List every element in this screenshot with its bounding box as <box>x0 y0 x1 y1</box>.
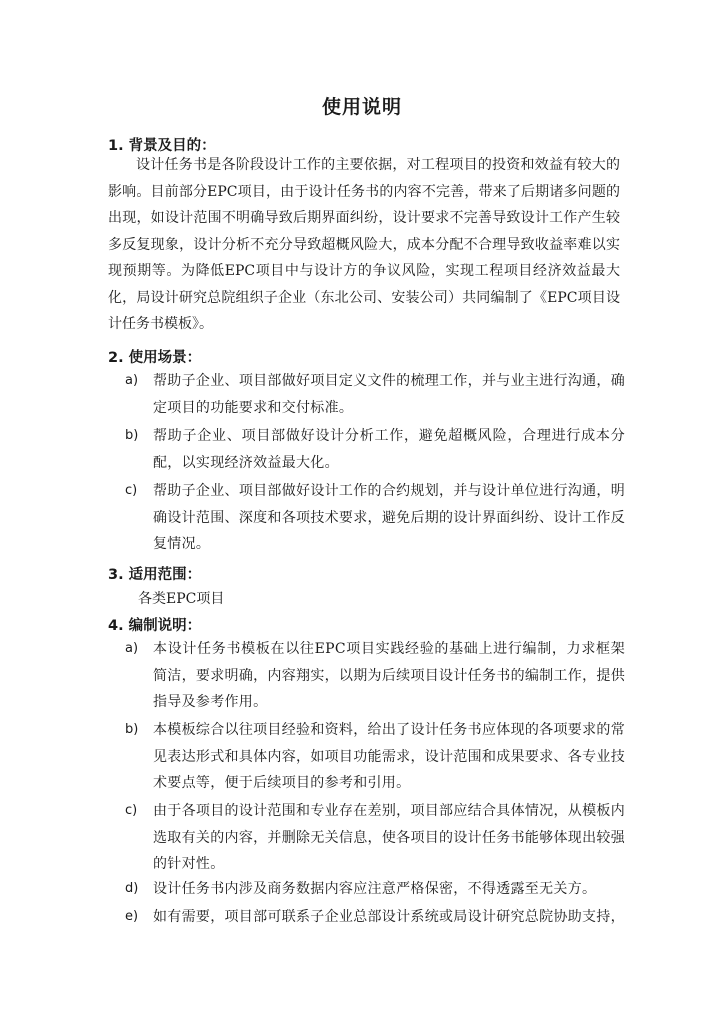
list-item <box>125 876 625 903</box>
list-item-text: 设计任务书内涉及商务数据内容应注意严格保密，不得透露至无关方。 <box>153 881 597 897</box>
list-item-label: d) <box>125 881 139 896</box>
list-item-text: 帮助子企业、项目部做好项目定义文件的梳理工作，并与业主进行沟通，确定项目的功能要求和交付标准。 <box>153 373 625 416</box>
list-item <box>125 717 625 797</box>
list-item-text: 帮助子企业、项目部做好设计工作的合约规划，并与设计单位进行沟通，明确设计范围、深度和各项技术要求，避免后期的设计界面纠纷、设计工作反复情况。 <box>153 483 625 552</box>
list-item <box>125 368 625 421</box>
list-item-text: 由于各项目的设计范围和专业存在差别，项目部应结合具体情况，从模板内选取有关的内容，并删除无关信息，使各项目的设计任务书能够体现出较强的针对性。 <box>153 803 625 872</box>
list-item-text: 本模板综合以往项目经验和资料，给出了设计任务书应体现的各项要求的常见表达形式和具体内容，如项目功能需求，设计范围和成果要求、各专业技术要点等，便于后续项目的参考和引用。 <box>153 722 625 791</box>
list-item-label: c) <box>125 483 138 498</box>
list-item <box>125 478 625 558</box>
document-title: 使用说明 <box>321 96 402 118</box>
section-heading-scope: 3. 适用范围： <box>108 567 202 583</box>
list-item <box>125 636 625 716</box>
list-item <box>125 798 625 878</box>
list-item-label: c) <box>125 803 138 818</box>
list-item-label: e) <box>125 909 139 924</box>
list-item-label: a) <box>125 373 139 388</box>
list-item-text: 如有需要，项目部可联系子企业总部设计系统或局设计研究总院协助支持， <box>153 909 625 925</box>
list-item <box>125 423 625 476</box>
section-paragraph-background: 设计任务书是各阶段设计工作的主要依据，对工程项目的投资和效益有较大的影响。目前部分EPC项目，由于设计任务书的内容不完善，带来了后期诸多问题的出现，如设计范围不明确导致后期界面纠纷，设计要求不完善导致设计工作产生较多反复现象，设计分析不充分导致超概风险大，成本分配不合理导致收益率难以实现预期等。为降低EPC项目中与设计方的争议风险，实现工程项目经济效益最大化，局设计研究总院组织子企业（东北公司、安装公司）共同编制了《EPC项目设计任务书模板》。 <box>108 157 620 332</box>
list-item <box>125 904 625 931</box>
scope-text: 各类EPC项目 <box>138 591 225 607</box>
list-item-text: 本设计任务书模板在以往EPC项目实践经验的基础上进行编制，力求框架简洁，要求明确，内容翔实，以期为后续项目设计任务书的编制工作，提供指导及参考作用。 <box>153 641 625 710</box>
list-item-label: a) <box>125 641 139 656</box>
section-heading-background: 1. 背景及目的： <box>108 138 216 154</box>
list-item-label: b) <box>125 722 139 737</box>
section-heading-usage: 2. 使用场景： <box>108 350 202 366</box>
list-item-text: 帮助子企业、项目部做好设计分析工作，避免超概风险，合理进行成本分配，以实现经济效益最大化。 <box>153 428 625 471</box>
section-heading-notes: 4. 编制说明： <box>108 618 202 634</box>
list-item-label: b) <box>125 428 139 443</box>
